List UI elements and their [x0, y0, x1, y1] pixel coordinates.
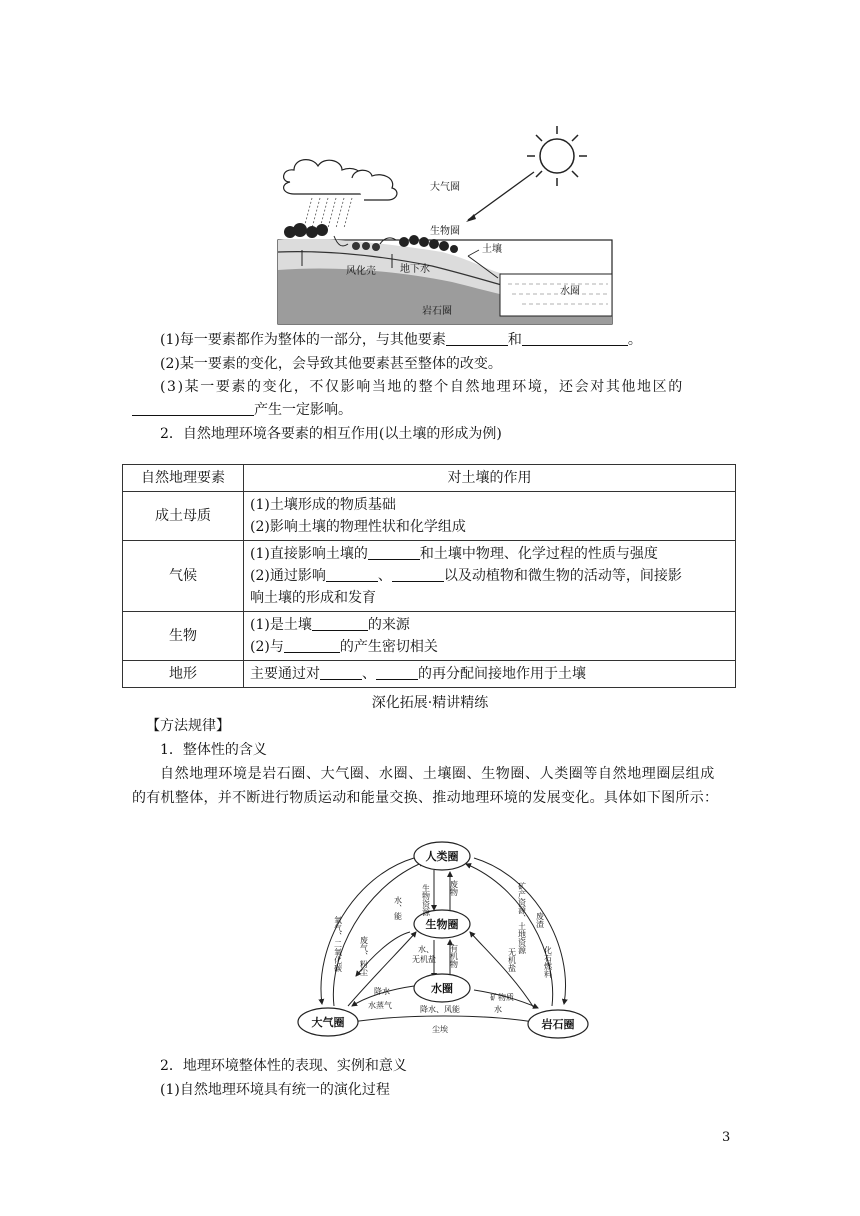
- spheres-interaction-diagram: [294, 836, 594, 1044]
- node-bio: 生物圈: [425, 918, 459, 931]
- label-water-salt-1: 水、: [418, 945, 434, 954]
- cell-text: 以及动植物和微生物的活动等，间接影: [443, 568, 682, 584]
- label-fossil-fuel: 化石燃料: [543, 946, 553, 978]
- label-hydrosphere: 水圈: [560, 286, 580, 297]
- label-waste: 废物: [449, 880, 459, 896]
- table-cell-key: 生物: [123, 612, 244, 661]
- label-organic: 有机物: [449, 944, 459, 968]
- label-oxygen-co2: 氧气、二氧化碳: [333, 916, 343, 972]
- cell-line: (2)影响土壤的物理性状和化学组成: [250, 519, 466, 535]
- shrubs-icon: [352, 242, 380, 251]
- item-1-end: 。: [627, 332, 642, 348]
- label-weathering-crust: 风化壳: [346, 266, 376, 277]
- cell-text: (1)是土壤: [250, 617, 312, 633]
- cell-text: (1)直接影响土壤的: [250, 546, 368, 562]
- cell-text: 的再分配间接地作用于土壤: [418, 666, 586, 682]
- label-dust: 尘埃: [432, 1025, 448, 1034]
- label-water-2: 水: [494, 1005, 502, 1014]
- cell-text: 、: [377, 568, 392, 584]
- cell-line: 响土壤的形成和发育: [250, 590, 376, 606]
- label-precip-wind: 降水、风能: [420, 1005, 460, 1014]
- blank: [376, 665, 418, 680]
- table-cell-key: 地形: [123, 661, 244, 688]
- table-header-row: [123, 465, 736, 492]
- node-lithosphere: 岩石圈: [541, 1018, 575, 1031]
- item-3-line-2: [132, 400, 352, 420]
- cell-text: (2)与: [250, 639, 284, 655]
- table-row: [123, 541, 736, 612]
- cell-line: [250, 543, 729, 565]
- table-header-effect: 对土壤的作用: [244, 465, 736, 492]
- label-waste-slag: 废渣: [535, 912, 545, 928]
- soil-factors-table: [122, 464, 736, 688]
- cell-text: 、: [362, 666, 376, 682]
- table-cell-effect: [244, 541, 736, 612]
- cell-text: 的产生密切相关: [339, 639, 438, 655]
- cell-line: (1)土壤形成的物质基础: [250, 497, 396, 513]
- label-biosphere: 生物圈: [430, 226, 460, 237]
- label-mineral-land-resources: 矿产资源、土地资源: [517, 882, 527, 954]
- label-atmosphere: 大气圈: [430, 182, 460, 193]
- table-cell-key: 成土母质: [123, 492, 244, 541]
- cell-text: (2)通过影响: [250, 568, 326, 584]
- subheading-evolution: (1)自然地理环境具有统一的演化过程: [160, 1082, 390, 1098]
- label-bio-resources: 生物资源: [421, 884, 431, 916]
- sun-icon: [527, 126, 587, 186]
- blank: [132, 401, 254, 416]
- table-cell-effect: [244, 612, 736, 661]
- section-title: 深化拓展·精讲精练: [371, 695, 489, 711]
- label-inorganic-salt: 无机盐: [507, 948, 517, 972]
- blank: [284, 638, 340, 653]
- label-mineral: 矿物质: [490, 993, 514, 1002]
- table-row: [123, 661, 736, 688]
- blank: [392, 567, 444, 582]
- table-row: [123, 612, 736, 661]
- label-vapor: 水蒸气: [368, 1001, 392, 1010]
- cell-text: 和土壤中物理、化学过程的性质与强度: [419, 546, 658, 562]
- paragraph-line-1: 自然地理环境是岩石圈、大气圈、水圈、土壤圈、生物圈、人类圈等自然地理圈层组成: [160, 766, 715, 782]
- label-precip: 降水: [374, 987, 390, 996]
- node-water: 水圈: [431, 982, 453, 995]
- blank: [446, 331, 508, 346]
- blank: [320, 665, 362, 680]
- cloud-icon: [284, 160, 397, 200]
- table-cell-effect: [244, 661, 736, 688]
- item-2: (2)某一要素的变化，会导致其他要素甚至整体的改变。: [160, 356, 502, 372]
- item-1: [160, 330, 642, 350]
- table-row: [123, 492, 736, 541]
- cell-text: 的来源: [367, 617, 410, 633]
- blank: [312, 616, 368, 631]
- heading-integrity: 1．整体性的含义: [160, 742, 267, 758]
- label-groundwater: 地下水: [400, 264, 430, 275]
- heading-integrity-manifestations: 2．地理环境整体性的表现、实例和意义: [160, 1058, 407, 1074]
- cell-text: 主要通过对: [250, 666, 320, 682]
- node-human: 人类圈: [425, 850, 459, 863]
- table-cell-key: 气候: [123, 541, 244, 612]
- cell-line: [250, 663, 729, 685]
- paragraph-line-2: 的有机整体，并不断进行物质运动和能量交换、推动地理环境的发展变化。具体如下图所示：: [132, 790, 719, 806]
- node-atmosphere: 大气圈: [311, 1016, 345, 1029]
- page-number: 3: [722, 1130, 731, 1145]
- item-3-line-1: (3)某一要素的变化，不仅影响当地的整个自然地理环境，还会对其他地区的: [160, 379, 684, 395]
- label-water-salt-2: 无机盐: [412, 955, 436, 964]
- table-cell-effect: [244, 492, 736, 541]
- blank: [522, 331, 628, 346]
- spheres-landscape-figure: [272, 120, 618, 328]
- item-1-and: 和: [507, 332, 522, 348]
- item-3-end: 产生一定影响。: [254, 402, 352, 418]
- label-exhaust-dust: 废气、粉尘: [359, 936, 369, 976]
- label-soil: 土壤: [482, 244, 502, 255]
- table-header-factor: 自然地理要素: [123, 465, 244, 492]
- blank: [368, 545, 420, 560]
- heading-interaction: 2．自然地理环境各要素的相互作用(以土壤的形成为例): [160, 426, 502, 442]
- label-water-energy: 水、能: [393, 896, 403, 920]
- method-heading: 【方法规律】: [146, 718, 230, 734]
- label-lithosphere: 岩石圈: [422, 306, 452, 317]
- cell-line: [250, 636, 729, 658]
- item-1-text: (1)每一要素都作为整体的一部分，与其他要素: [160, 332, 446, 348]
- blank: [326, 567, 378, 582]
- cell-line: [250, 614, 729, 636]
- cell-line: [250, 565, 729, 587]
